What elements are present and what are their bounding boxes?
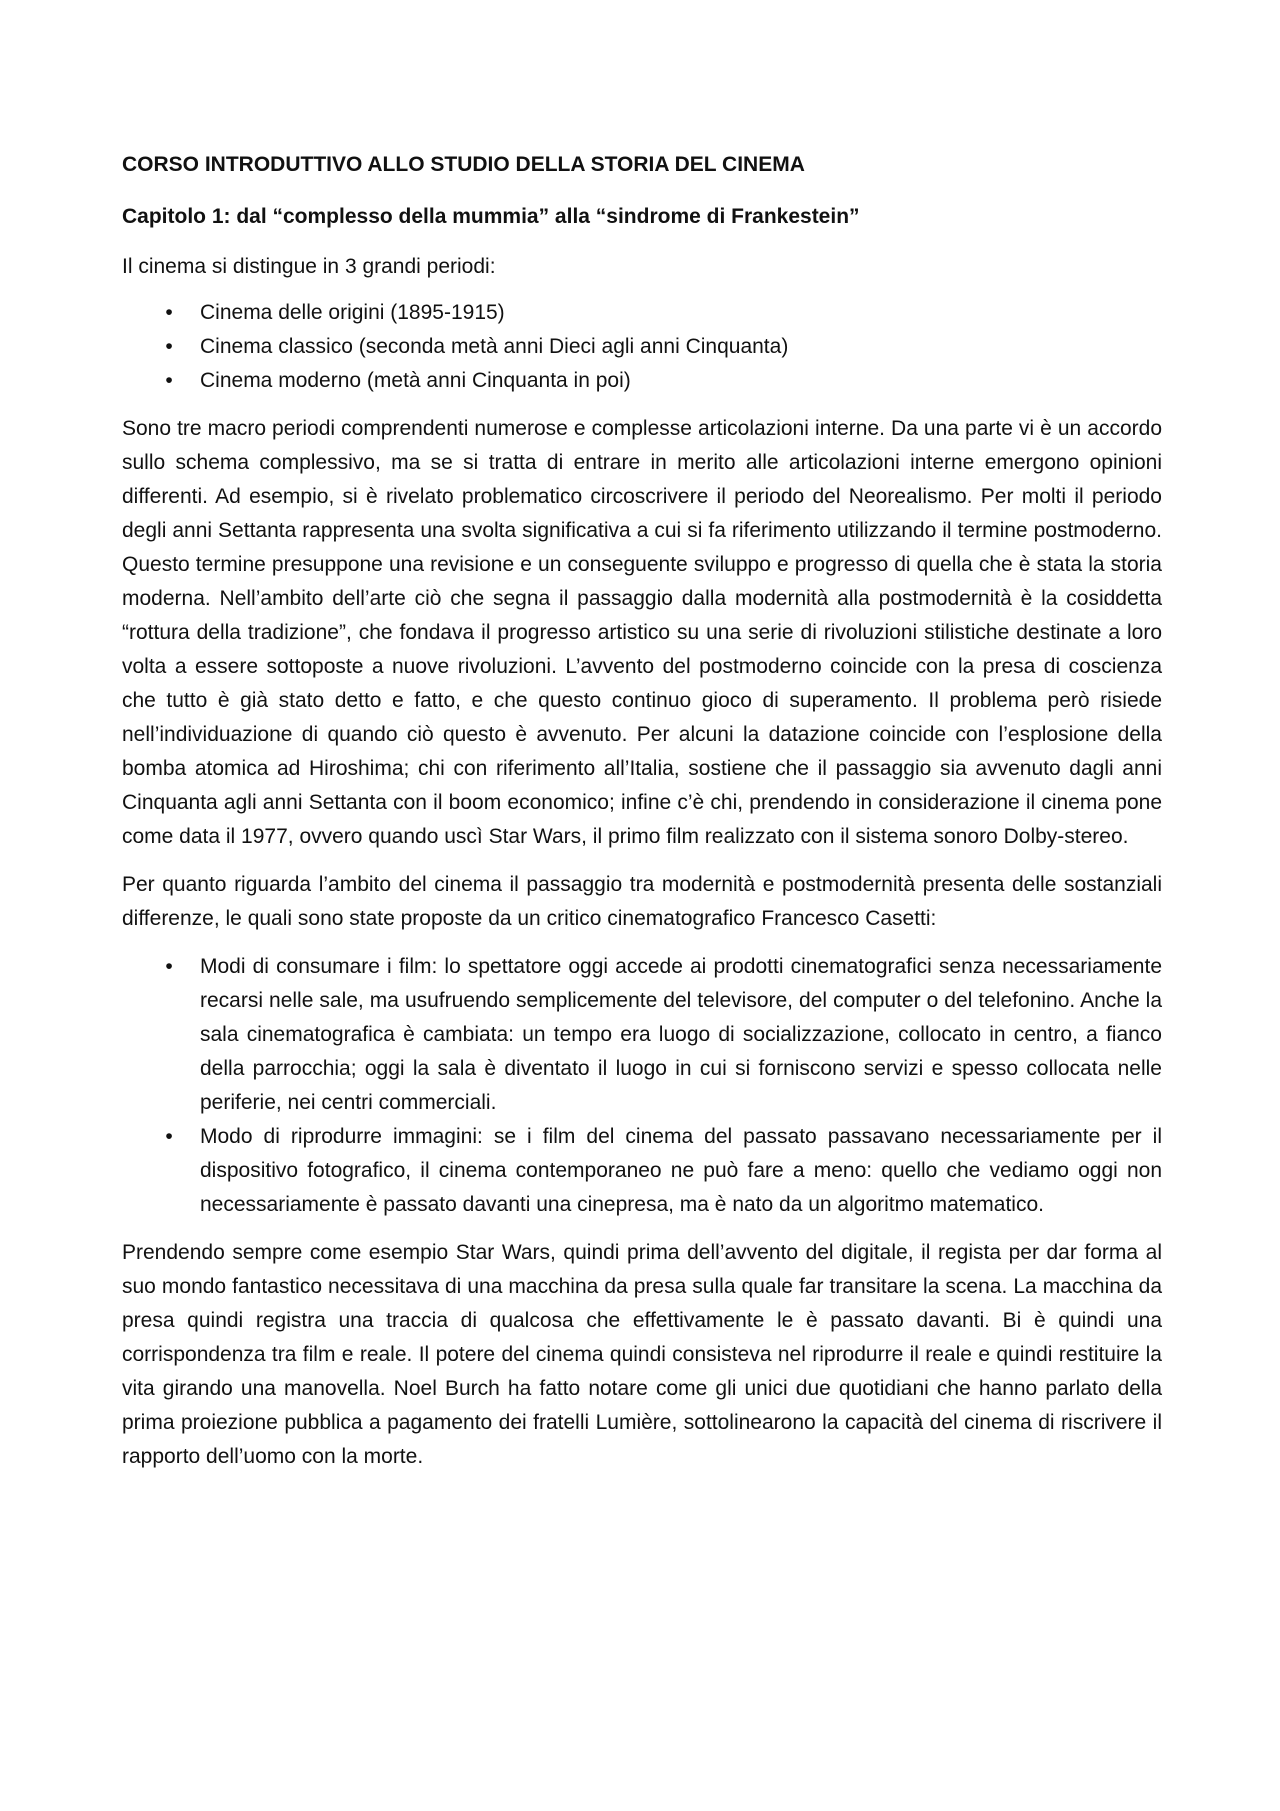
- list-item: [122, 364, 1162, 398]
- difference-text: Modo di riprodurre immagini: se i film del cinema del passato passavano necessariamente per il dispositivo fotografico, il cinema contemporaneo ne può fare a meno: quello che vediamo oggi non necessariamente è passato davanti una cinepresa, ma è nato da un algoritmo matematico.: [200, 1125, 1162, 1216]
- list-item: [122, 296, 1162, 330]
- period-text: Cinema classico (seconda metà anni Dieci agli anni Cinquanta): [200, 335, 789, 358]
- bullet-icon: •: [165, 955, 173, 978]
- chapter-title: Capitolo 1: dal “complesso della mummia” alla “sindrome di Frankestein”: [122, 205, 860, 228]
- period-text: Cinema delle origini (1895-1915): [200, 301, 505, 324]
- document-page: [122, 148, 1162, 1488]
- paragraph-postmodern: Sono tre macro periodi comprendenti numerose e complesse articolazioni interne. Da una parte vi è un accordo sullo schema complessivo, ma se si tratta di entrare in merito alle articolazioni interne emergono opinioni differenti. Ad esempio, si è rivelato problematico circoscrivere il periodo del Neorealismo. Per molti il periodo degli anni Settanta rappresenta una svolta significativa a cui si fa riferimento utilizzando il termine postmoderno. Questo termine presuppone una revisione e un conseguente sviluppo e progresso di quella che è stata la storia moderna. Nell’ambito dell’arte ciò che segna il passaggio dalla modernità alla postmodernità è la cosiddetta “rottura della tradizione”, che fondava il progresso artistico su una serie di rivoluzioni stilistiche destinate a loro volta a essere sottoposte a nuove rivoluzioni. L’avvento del postmoderno coincide con la presa di coscienza che tutto è già stato detto e fatto, e che questo continuo gioco di superamento. Il problema però risiede nell’individuazione di quando ciò questo è avvenuto. Per alcuni la datazione coincide con l’esplosione della bomba atomica ad Hiroshima; chi con riferimento all’Italia, sostiene che il passaggio sia avvenuto dagli anni Cinquanta agli anni Settanta con il boom economico; infine c’è chi, prendendo in considerazione il cinema pone come data il 1977, ovvero quando uscì Star Wars, il primo film realizzato con il sistema sonoro Dolby-stereo.: [122, 417, 1162, 848]
- document-title: CORSO INTRODUTTIVO ALLO STUDIO DELLA STORIA DEL CINEMA: [122, 153, 805, 176]
- periods-list: [122, 296, 1162, 398]
- list-item: [122, 1120, 1162, 1222]
- period-text: Cinema moderno (metà anni Cinquanta in poi): [200, 369, 631, 392]
- bullet-icon: •: [165, 301, 173, 324]
- bullet-icon: •: [165, 335, 173, 358]
- paragraph-casetti: Per quanto riguarda l’ambito del cinema il passaggio tra modernità e postmodernità presenta delle sostanziali differenze, le quali sono state proposte da un critico cinematografico Francesco Casetti:: [122, 873, 1162, 930]
- bullet-icon: •: [165, 1125, 173, 1148]
- differences-list: [122, 950, 1162, 1222]
- bullet-icon: •: [165, 369, 173, 392]
- list-item: [122, 950, 1162, 1120]
- paragraph-star-wars: Prendendo sempre come esempio Star Wars, quindi prima dell’avvento del digitale, il regista per dar forma al suo mondo fantastico necessitava di una macchina da presa sulla quale far transitare la scena. La macchina da presa quindi registra una traccia di qualcosa che effettivamente le è passato davanti. Bi è quindi una corrispondenza tra film e reale. Il potere del cinema quindi consisteva nel riprodurre il reale e quindi restituire la vita girando una manovella. Noel Burch ha fatto notare come gli unici due quotidiani che hanno parlato della prima proiezione pubblica a pagamento dei fratelli Lumière, sottolinearono la capacità del cinema di riscrivere il rapporto dell’uomo con la morte.: [122, 1241, 1162, 1468]
- intro-text: Il cinema si distingue in 3 grandi periodi:: [122, 255, 496, 278]
- list-item: [122, 330, 1162, 364]
- difference-text: Modi di consumare i film: lo spettatore oggi accede ai prodotti cinematografici senza necessariamente recarsi nelle sale, ma usufruendo semplicemente del televisore, del computer o del telefonino. Anche la sala cinematografica è cambiata: un tempo era luogo di socializzazione, collocato in centro, a fianco della parrocchia; oggi la sala è diventato il luogo in cui si forniscono servizi e spesso collocata nelle periferie, nei centri commerciali.: [200, 955, 1162, 1114]
